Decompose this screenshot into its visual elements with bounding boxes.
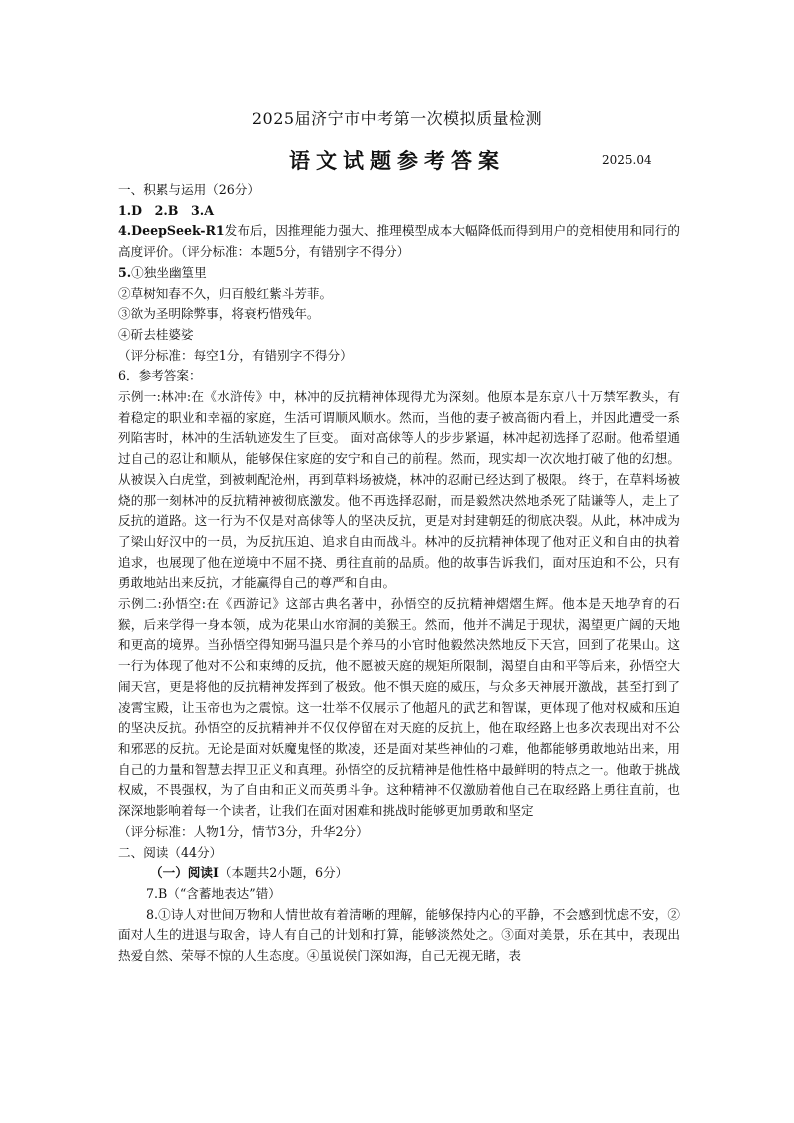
exam-title: 2025届济宁市中考第一次模拟质量检测: [251, 109, 543, 128]
answer-4: [118, 221, 680, 262]
answer-5-line-2: ②草树知春不久，归百般红紫斗芳菲。: [118, 285, 333, 301]
document-date: 2025.04: [602, 153, 652, 167]
reading-1-heading: [118, 863, 680, 884]
answer-5-line-1: ①独坐幽篁里: [131, 264, 207, 280]
answer-content: [118, 180, 680, 967]
answer-5-line-3: ③欲为圣明除弊事，将衰朽惜残年。: [118, 306, 320, 322]
reading-1-info: （本题共2小题，6分）: [218, 865, 349, 881]
answer-8: 8.①诗人对世间万物和人情世故有着清晰的理解，能够保持内心的平静，不会感到忧虑不安，②面对人生的进退与取舍，诗人有自己的计划和打算，能够淡然处之。③面对美景，乐在其中，表现出热爱自然、荣辱不惊的人生态度。④虽说侯门深如海，自己无视无睹，表: [118, 906, 680, 964]
answer-6-heading: 6．参考答案：: [118, 368, 202, 384]
answer-6-scoring: （评分标准：人物1分，情节3分，升华2分）: [118, 823, 369, 839]
answer-5-line-4: ④斫去桂婆娑: [118, 326, 194, 342]
reading-1-label: （一）阅读Ⅰ: [150, 865, 219, 881]
answers-1-3: 1.D 2.B 3.A: [118, 202, 214, 218]
answer-5-label: 5.: [118, 264, 132, 280]
answer-4-label: 4.DeepSeek-R1: [118, 223, 225, 239]
section-1-heading: 一、积累与运用（26分）: [118, 182, 260, 197]
answer-7: 7.B（“含蓄地表达”错）: [146, 885, 281, 901]
answer-5-first: [118, 263, 680, 284]
answer-4-text: 发布后，因推理能力强大、推理模型成本大幅降低而得到用户的竞相使用和同行的高度评价。（评分标准：本题5分，有错别字不得分）: [118, 223, 680, 260]
section-2-heading: 二、阅读（44分）: [118, 844, 223, 860]
document-subtitle: 语文试题参考答案: [289, 148, 505, 173]
answer-6-example-2: 示例二:孙悟空:在《西游记》这部古典名著中，孙悟空的反抗精神熠熠生辉。他本是天地孕育的石猴，后来学得一身本领，成为花果山水帘洞的美猴王。然而，他并不满足于现状，渴望更广阔的天地和更高的境界。当孙悟空得知弼马温只是个养马的小官时他毅然决然地反下天宫，回到了花果山。这一行为体现了他对不公和束缚的反抗，他不愿被天庭的规矩所限制，渴望自由和平等后来，孙悟空大闹天宫，更是将他的反抗精神发挥到了极致。他不惧天庭的威压，与众多天神展开激战，甚至打到了凌霄宝殿，让玉帝也为之震惊。这一壮举不仅展示了他超凡的武艺和智谋，更体现了他对权威和压迫的坚决反抗。孙悟空的反抗精神并不仅仅停留在对天庭的反抗上，他在取经路上也多次表现出对不公和邪恶的反抗。无论是面对妖魔鬼怪的欺凌，还是面对某些神仙的刁难，他都能够勇敢地站出来，用自己的力量和智慧去捍卫正义和真理。孙悟空的反抗精神是他性格中最鲜明的特点之一。他敢于挑战权威，不畏强权，为了自由和正义而英勇斗争。这种精神不仅激励着他自己在取经路上勇往直前，也深深地影响着每一个读者，让我们在面对困难和挑战时能够更加勇敢和坚定: [118, 596, 680, 819]
answer-6-example-1: 示例一:林冲:在《水浒传》中，林冲的反抗精神体现得尤为深刻。他原本是东京八十万禁军教头，有着稳定的职业和幸福的家庭，生活可谓顺风顺水。然而，当他的妻子被高衙内看上，并因此遭受一系列陷害时，林冲的生活轨迹发生了巨变。 面对高俅等人的步步紧逼，林冲起初选择了忍耐。他希望通过自己的忍让和顺从，能够保住家庭的安宁和自己的前程。然而，现实却一次次地打破了他的幻想。从被误入白虎堂，到被刺配沧州，再到草料场被烧，林冲的忍耐已经达到了极限。 终于，在草料场被烧的那一刻林冲的反抗精神被彻底激发。他不再选择忍耐，而是毅然决然地杀死了陆谦等人，走上了反抗的道路。这一行为不仅是对高俅等人的坚决反抗，更是对封建朝廷的彻底决裂。从此，林冲成为了梁山好汉中的一员，为反抗压迫、追求自由而战斗。林冲的反抗精神体现了他对正义和自由的执着追求，也展现了他在逆境中不屈不挠、勇往直前的品质。他的故事告诉我们，面对压迫和不公，只有勇敢地站出来反抗，才能赢得自己的尊严和自由。: [118, 389, 680, 591]
answer-5-scoring: （评分标准：每空1分，有错别字不得分）: [118, 347, 353, 363]
